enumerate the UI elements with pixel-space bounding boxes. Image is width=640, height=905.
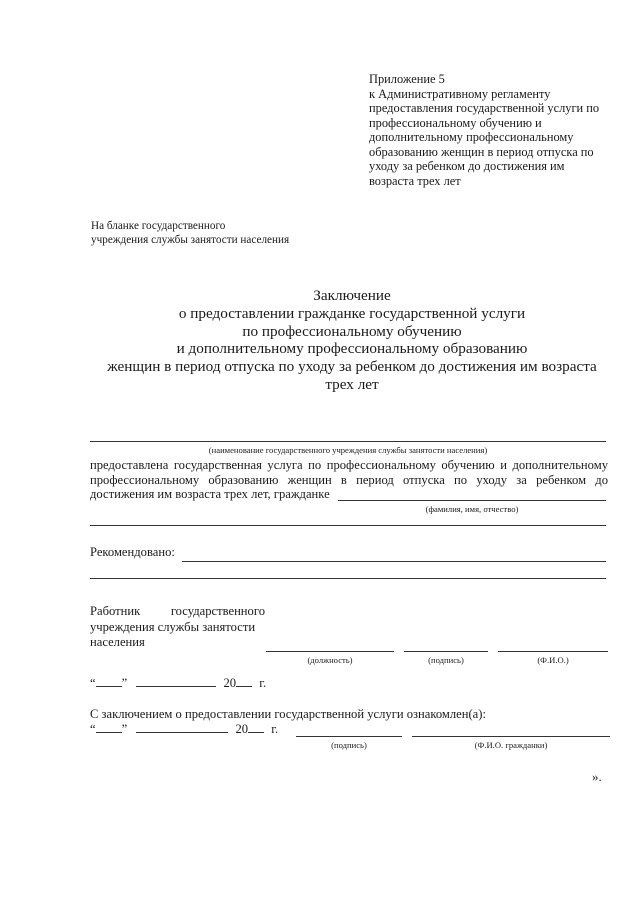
worker-word: государственного bbox=[170, 604, 265, 618]
title-line: по профессиональному обучению bbox=[242, 322, 462, 340]
recommended-label: Рекомендовано: bbox=[90, 545, 175, 559]
date-row-citizen bbox=[90, 722, 278, 736]
closing-quote-mark: ». bbox=[592, 769, 602, 784]
date-row-worker bbox=[90, 676, 266, 690]
appendix-line: возраста трех лет bbox=[369, 173, 461, 188]
citizen-name-line-2 bbox=[90, 525, 606, 526]
worker-word: Работник bbox=[90, 604, 141, 618]
body-line: предоставлена государственная услуга по профессиональному обучению и дополнительному bbox=[90, 458, 608, 472]
day-blank bbox=[96, 732, 122, 733]
worker-line bbox=[90, 604, 265, 620]
position-caption: (должность) bbox=[307, 655, 353, 665]
acknowledged-label: С заключением о предоставлении государственной услуги ознакомлен(а): bbox=[90, 707, 486, 721]
appendix-header bbox=[369, 72, 614, 188]
date-close-quote: ” bbox=[121, 676, 128, 690]
appendix-line: предоставления государственной услуги по bbox=[369, 101, 600, 115]
date-close-quote: ” bbox=[121, 722, 128, 736]
title-line: о предоставлении гражданке государственной услуги bbox=[178, 304, 526, 322]
title-line: женщин в период отпуска по уходу за ребенком до достижения им возраста bbox=[107, 358, 597, 376]
date-open-quote: “ bbox=[90, 722, 96, 736]
year-prefix: 20 bbox=[223, 676, 237, 690]
worker-line: населения bbox=[90, 635, 145, 649]
recommendation-line-1 bbox=[182, 561, 606, 562]
appendix-line: уходу за ребенком до достижения им bbox=[369, 159, 565, 173]
position-line bbox=[266, 651, 394, 652]
body-paragraph bbox=[90, 458, 608, 502]
signature-caption: (подпись) bbox=[428, 655, 464, 665]
name-caption: (Ф.И.О.) bbox=[537, 655, 569, 665]
citizen-signature-caption: (подпись) bbox=[331, 740, 367, 750]
name-line bbox=[498, 651, 608, 652]
document-title bbox=[90, 287, 614, 394]
day-blank bbox=[96, 686, 122, 687]
title-line: трех лет bbox=[325, 375, 379, 393]
citizen-name-caption: (Ф.И.О. гражданки) bbox=[474, 740, 548, 750]
letterhead-line: На бланке государственного bbox=[91, 220, 226, 232]
year-suffix: г. bbox=[259, 676, 267, 690]
appendix-line: к Административному регламенту bbox=[369, 86, 551, 101]
year-suffix: г. bbox=[271, 722, 279, 736]
month-blank bbox=[136, 686, 216, 687]
citizen-signature-line bbox=[296, 736, 402, 737]
worker-line: учреждения службы занятости bbox=[90, 619, 256, 634]
body-line: профессиональному образованию женщин в период отпуска по уходу за ребенком до bbox=[90, 472, 608, 487]
year-blank bbox=[236, 686, 252, 687]
appendix-line: профессиональному обучению и bbox=[369, 115, 542, 130]
citizen-fio-line bbox=[412, 736, 610, 737]
month-blank bbox=[136, 732, 228, 733]
appendix-line: образованию женщин в период отпуска по bbox=[369, 144, 594, 159]
title-line: Заключение bbox=[313, 287, 391, 304]
year-blank bbox=[248, 732, 264, 733]
title-line: и дополнительному профессиональному образованию bbox=[176, 340, 528, 358]
fio-caption: (фамилия, имя, отчество) bbox=[425, 504, 519, 514]
letterhead-line: учреждения службы занятости населения bbox=[91, 233, 290, 246]
institution-caption: (наименование государственного учреждения службы занятости населения) bbox=[208, 445, 488, 455]
citizen-name-line bbox=[338, 500, 606, 501]
body-line: достижения им возраста трех лет, гражданке bbox=[90, 487, 330, 502]
institution-name-line bbox=[90, 441, 606, 442]
worker-label bbox=[90, 604, 265, 651]
appendix-line: Приложение 5 bbox=[369, 72, 445, 86]
signature-line bbox=[404, 651, 488, 652]
year-prefix: 20 bbox=[235, 722, 249, 736]
recommendation-line-2 bbox=[90, 578, 606, 579]
appendix-line: дополнительному профессиональному bbox=[369, 130, 574, 144]
letterhead-note bbox=[91, 220, 331, 247]
date-open-quote: “ bbox=[90, 676, 96, 690]
